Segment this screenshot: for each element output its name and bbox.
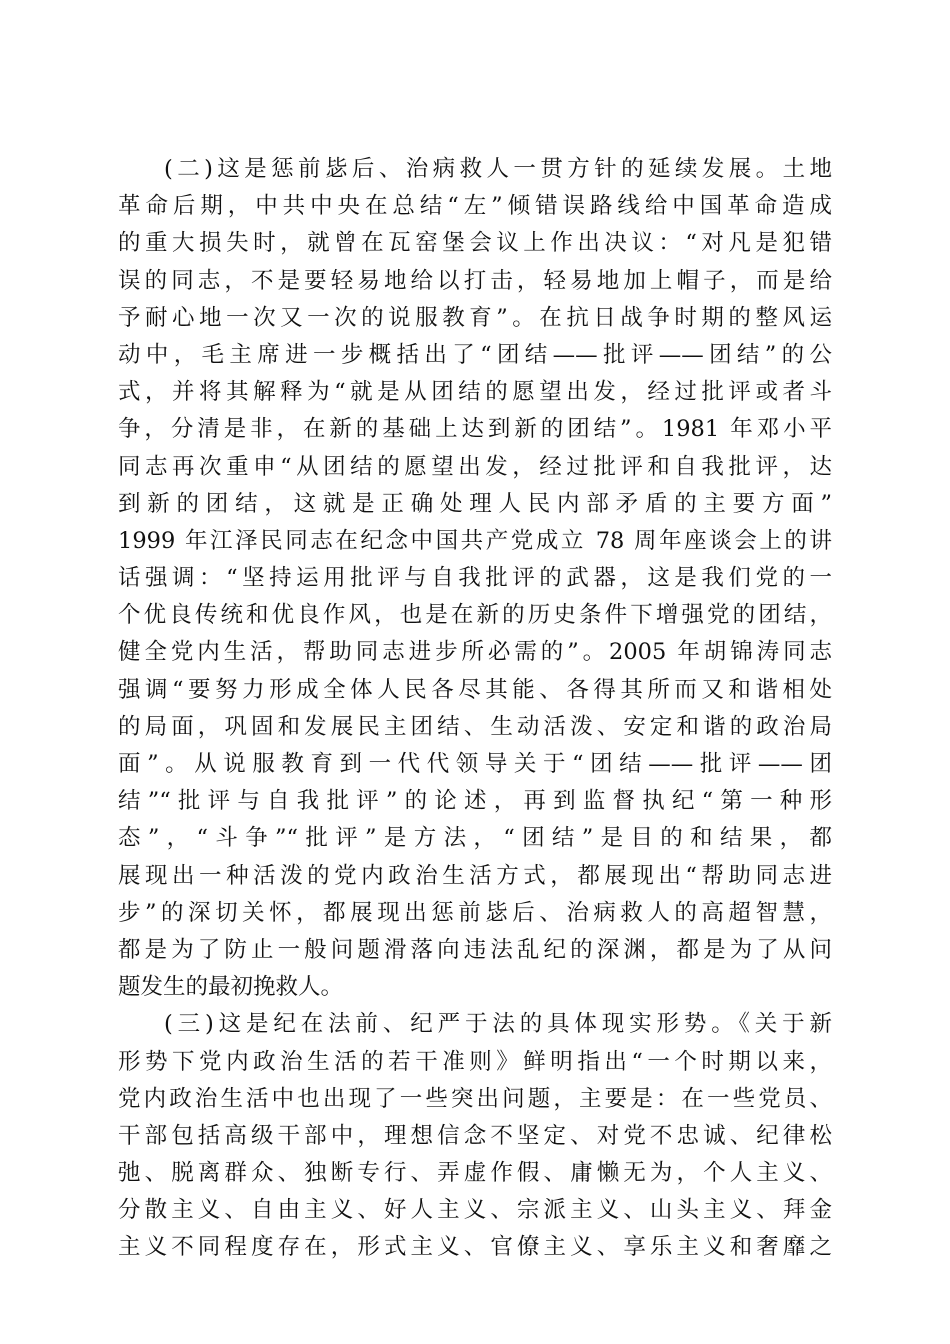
paragraph-line: 式，并将其解释为“就是从团结的愿望出发，经过批评或者斗 [118,379,832,406]
paragraph-line: 强调“要努力形成全体人民各尽其能、各得其所而又和谐相处 [118,676,832,703]
paragraph-2 [118,151,832,1006]
paragraph-line: 分散主义、自由主义、好人主义、宗派主义、山头主义、拜金 [118,1197,832,1224]
paragraph-line: 予耐心地一次又一次的说服教育”。在抗日战争时期的整风运 [118,304,832,331]
paragraph-line: (三)这是纪在法前、纪严于法的具体现实形势。《关于新 [164,1011,832,1038]
paragraph-line: 个优良传统和优良作风，也是在新的历史条件下增强党的团结， [118,602,832,629]
paragraph-line: 态”，“斗争”“批评”是方法，“团结”是目的和结果，都 [118,825,832,852]
paragraph-line: 党内政治生活中也出现了一些突出问题，主要是：在一些党员、 [118,1085,832,1112]
paragraph-line: 的重大损失时，就曾在瓦窑堡会议上作出决议：“对凡是犯错 [118,230,832,257]
paragraph-line: 主义不同程度存在，形式主义、官僚主义、享乐主义和奢靡之 [118,1234,832,1261]
paragraph-line: 弛、脱离群众、独断专行、弄虚作假、庸懒无为，个人主义、 [118,1160,832,1187]
paragraph-line: 形势下党内政治生活的若干准则》鲜明指出“一个时期以来， [118,1048,832,1075]
paragraph-line: 干部包括高级干部中，理想信念不坚定、对党不忠诚、纪律松 [118,1122,832,1149]
paragraph-line: 结”“批评与自我批评”的论述，再到监督执纪“第一种形 [118,788,832,815]
paragraph-line: 展现出一种活泼的党内政治生活方式，都展现出“帮助同志进 [118,862,832,889]
paragraph-line: 都是为了防止一般问题滑落向违法乱纪的深渊，都是为了从问 [118,936,832,963]
paragraph-line: 的局面，巩固和发展民主团结、生动活泼、安定和谐的政治局 [118,713,832,740]
paragraph-3 [118,1006,832,1266]
paragraph-line: 题发生的最初挽救人。 [118,974,344,1001]
paragraph-line: 争，分清是非，在新的基础上达到新的团结”。1981 年邓小平 [118,416,832,443]
paragraph-line: 健全党内生活，帮助同志进步所必需的”。2005 年胡锦涛同志 [118,639,832,666]
paragraph-line: 同志再次重申“从团结的愿望出发，经过批评和自我批评，达 [118,453,832,480]
paragraph-line: (二)这是惩前毖后、治病救人一贯方针的延续发展。土地 [164,156,832,182]
paragraph-line: 1999 年江泽民同志在纪念中国共产党成立 78 周年座谈会上的讲 [118,527,832,554]
paragraph-line: 误的同志，不是要轻易地给以打击，轻易地加上帽子，而是给 [118,267,832,294]
paragraph-line: 动中，毛主席进一步概括出了“团结——批评——团结”的公 [118,341,832,368]
paragraph-line: 面”。从说服教育到一代代领导关于“团结——批评——团 [118,751,832,777]
paragraph-line: 步”的深切关怀，都展现出惩前毖后、治病救人的高超智慧， [118,899,832,926]
body-text [118,151,832,1267]
paragraph-line: 到新的团结，这就是正确处理人民内部矛盾的主要方面” [118,490,832,517]
paragraph-line: 革命后期，中共中央在总结“左”倾错误路线给中国革命造成 [118,193,832,220]
paragraph-line: 话强调：“坚持运用批评与自我批评的武器，这是我们党的一 [118,565,832,592]
